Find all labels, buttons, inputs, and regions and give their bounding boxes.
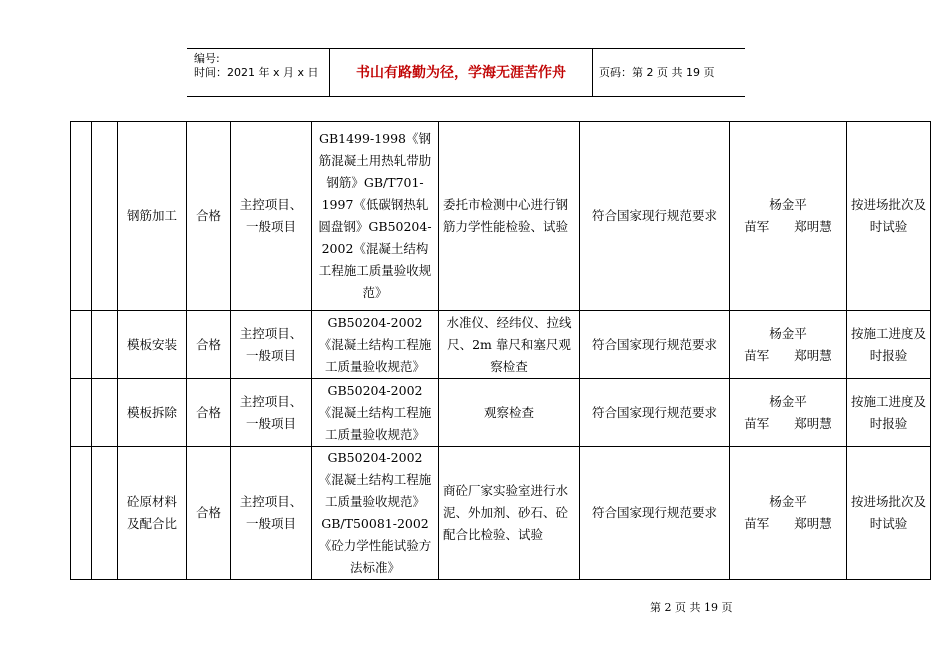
blank-cell — [71, 311, 92, 379]
person-tertiary: 郑明慧 — [794, 415, 832, 431]
table-row — [71, 379, 931, 447]
row-result: 合格 — [187, 311, 231, 379]
row-frequency: 按施工进度及时报验 — [847, 379, 931, 447]
row-item: 模板安装 — [118, 311, 187, 379]
person-tertiary: 郑明慧 — [794, 219, 832, 234]
row-result: 合格 — [187, 447, 231, 580]
row-standard: GB50204-2002《混凝土结构工程施工质量验收规范》GB/T50081-2002《砼力学性能试验方法标准》 — [312, 447, 439, 580]
row-item: 砼原材料及配合比 — [118, 447, 187, 580]
row-item: 模板拆除 — [118, 379, 187, 447]
row-category: 主控项目、一般项目 — [231, 379, 312, 447]
person-secondary: 苗军 — [744, 347, 770, 363]
row-item: 钢筋加工 — [118, 122, 187, 311]
row-frequency: 按施工进度及时报验 — [847, 311, 931, 379]
person-primary: 杨金平 — [769, 393, 807, 409]
table-row — [71, 311, 931, 379]
blank-cell — [71, 447, 92, 580]
row-persons — [730, 311, 847, 379]
table-row — [71, 447, 931, 580]
row-frequency: 按进场批次及时试验 — [847, 122, 931, 311]
header-number-label: 编号: — [194, 52, 220, 65]
row-method: 观察检查 — [439, 379, 580, 447]
person-tertiary: 郑明慧 — [794, 516, 832, 531]
row-requirement: 符合国家现行规范要求 — [580, 447, 730, 580]
header-page-info: 页码：第 2 页 共 19 页 — [599, 66, 715, 79]
row-requirement: 符合国家现行规范要求 — [580, 311, 730, 379]
blank-cell — [92, 447, 118, 580]
row-persons — [730, 379, 847, 447]
row-persons — [730, 447, 847, 580]
row-category: 主控项目、一般项目 — [231, 311, 312, 379]
blank-cell — [92, 311, 118, 379]
row-requirement: 符合国家现行规范要求 — [580, 379, 730, 447]
blank-cell — [71, 122, 92, 311]
person-primary: 杨金平 — [769, 197, 807, 212]
header-divider-right — [592, 48, 593, 97]
header-motto: 书山有路勤为径，学海无涯苦作舟 — [356, 65, 566, 81]
page-footer: 第 2 页 共 19 页 — [650, 601, 733, 614]
person-secondary: 苗军 — [744, 219, 770, 234]
blank-cell — [92, 122, 118, 311]
row-method: 委托市检测中心进行钢筋力学性能检验、试验 — [439, 122, 580, 311]
row-persons — [730, 122, 847, 311]
row-standard: GB50204-2002《混凝土结构工程施工质量验收规范》 — [312, 311, 439, 379]
person-primary: 杨金平 — [769, 325, 807, 341]
inspection-table — [70, 121, 931, 580]
person-tertiary: 郑明慧 — [794, 347, 832, 363]
person-secondary: 苗军 — [744, 415, 770, 431]
row-method: 商砼厂家实验室进行水泥、外加剂、砂石、砼配合比检验、试验 — [439, 447, 580, 580]
blank-cell — [92, 379, 118, 447]
header-time-label: 时间：2021 年 x 月 x 日 — [194, 66, 319, 79]
person-primary: 杨金平 — [769, 494, 807, 509]
person-secondary: 苗军 — [744, 516, 770, 531]
row-frequency: 按进场批次及时试验 — [847, 447, 931, 580]
row-method: 水准仪、经纬仪、拉线尺、2m 靠尺和塞尺观察检查 — [439, 311, 580, 379]
row-category: 主控项目、一般项目 — [231, 447, 312, 580]
row-result: 合格 — [187, 379, 231, 447]
row-standard: GB1499-1998《钢筋混凝土用热轧带肋钢筋》GB/T701-1997《低碳钢热轧圆盘钢》GB50204-2002《混凝土结构工程施工质量验收规范》 — [312, 122, 439, 311]
table-row — [71, 122, 931, 311]
row-result: 合格 — [187, 122, 231, 311]
header-top-rule — [187, 48, 745, 49]
row-requirement: 符合国家现行规范要求 — [580, 122, 730, 311]
blank-cell — [71, 379, 92, 447]
row-category: 主控项目、一般项目 — [231, 122, 312, 311]
header-bottom-rule — [187, 96, 745, 97]
row-standard: GB50204-2002《混凝土结构工程施工质量验收规范》 — [312, 379, 439, 447]
